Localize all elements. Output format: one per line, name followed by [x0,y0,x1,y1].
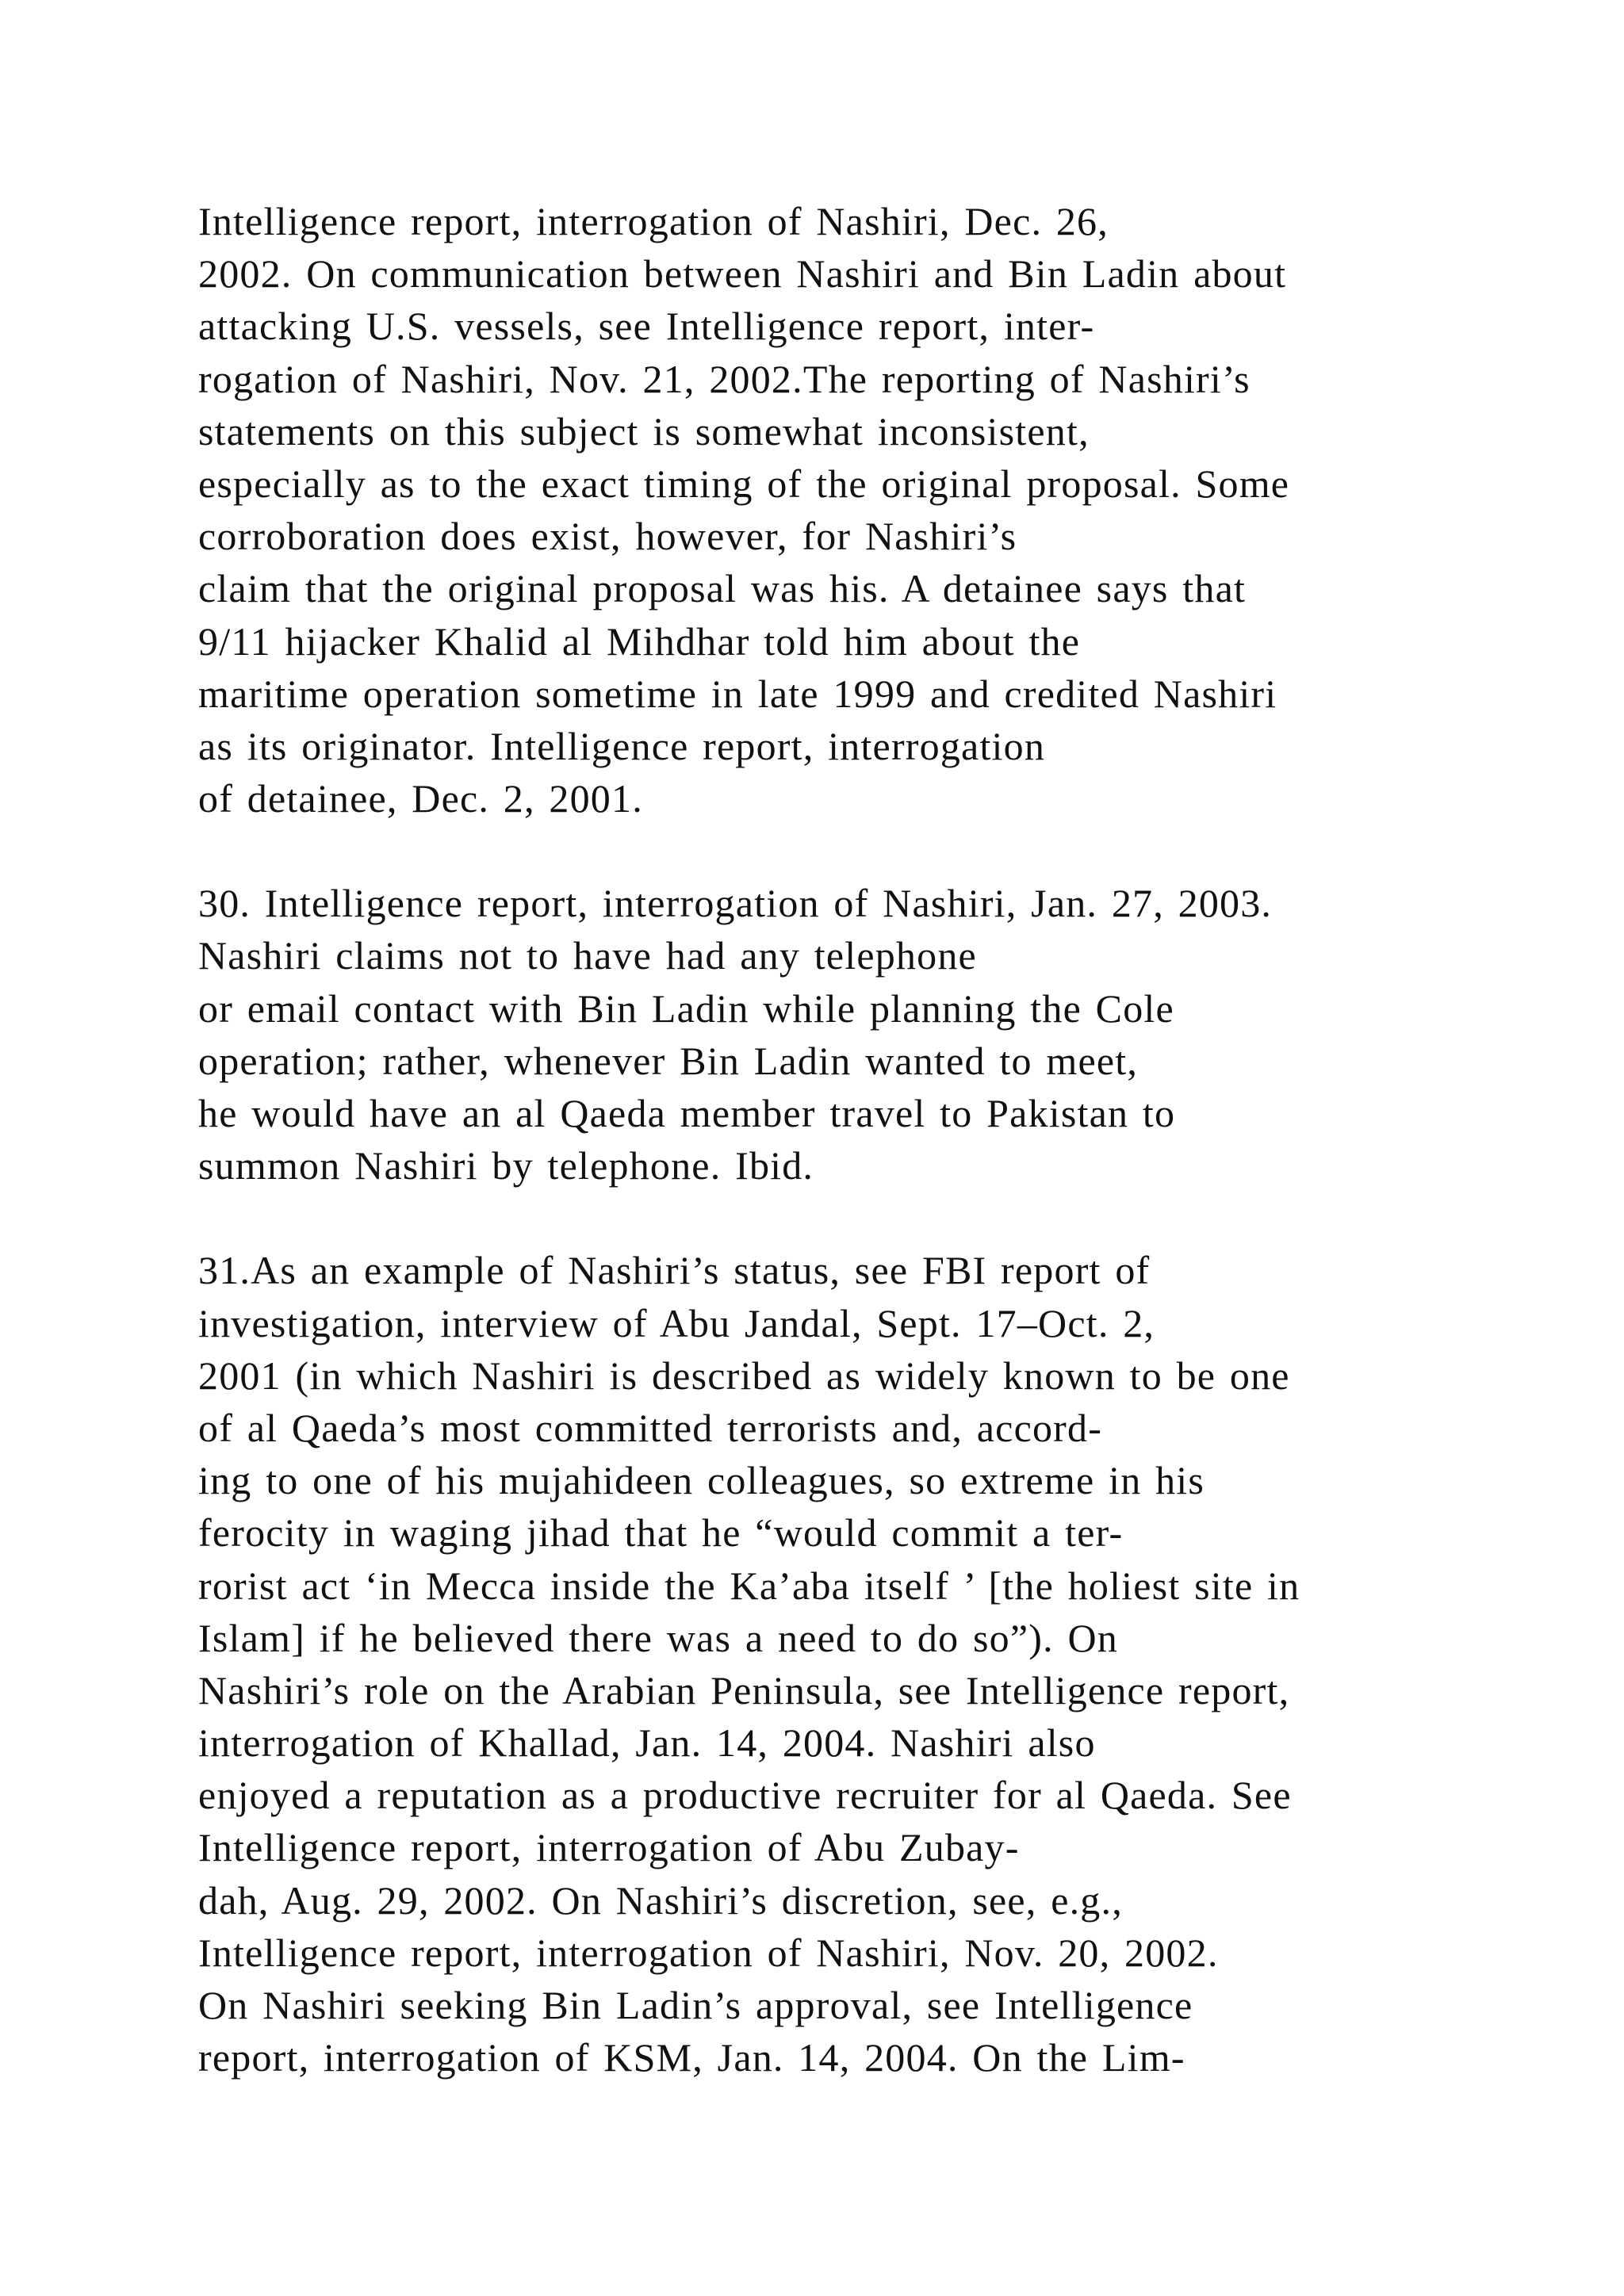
text-line: Nashiri’s role on the Arabian Peninsula, see Intelligence report, [198,1667,1290,1712]
text-line: maritime operation sometime in late 1999 and credited Nashiri [198,671,1277,716]
paragraph-notes-continued [198,195,1507,825]
text-line: corroboration does exist, however, for Nashiri’s [198,514,1017,559]
text-line: of detainee, Dec. 2, 2001. [198,776,643,821]
text-line: rogation of Nashiri, Nov. 21, 2002.The reporting of Nashiri’s [198,356,1251,401]
paragraph-note-30 [198,877,1507,1192]
text-line: operation; rather, whenever Bin Ladin wanted to meet, [198,1038,1139,1083]
text-line: enjoyed a reputation as a productive recruiter for al Qaeda. See [198,1773,1292,1818]
body-text [198,195,1507,2084]
text-line: or email contact with Bin Ladin while planning the Cole [198,985,1174,1031]
text-line: attacking U.S. vessels, see Intelligence report, inter- [198,304,1095,349]
text-line: 9/11 hijacker Khalid al Mihdhar told him about the [198,618,1081,664]
text-line: as its originator. Intelligence report, interrogation [198,723,1046,768]
text-line: statements on this subject is somewhat inconsistent, [198,408,1090,453]
text-line: On Nashiri seeking Bin Ladin’s approval, see Intelligence [198,1983,1193,2027]
text-line: of al Qaeda’s most committed terrorists and, accord- [198,1405,1103,1450]
text-line: 31.As an example of Nashiri’s status, see FBI report of [198,1248,1151,1293]
text-line: Intelligence report, interrogation of Nashiri, Nov. 20, 2002. [198,1930,1219,1975]
text-line: Intelligence report, interrogation of Nashiri, Dec. 26, [198,199,1109,243]
text-line: ferocity in waging jihad that he “would commit a ter- [198,1510,1124,1556]
text-line: especially as to the exact timing of the original proposal. Some [198,461,1290,506]
text-line: 30. Intelligence report, interrogation of Nashiri, Jan. 27, 2003. [198,881,1273,926]
text-line: ing to one of his mujahideen colleagues, so extreme in his [198,1458,1205,1503]
text-line: Nashiri claims not to have had any telephone [198,933,977,978]
text-line: summon Nashiri by telephone. Ibid. [198,1143,814,1188]
text-line: interrogation of Khallad, Jan. 14, 2004. Nashiri also [198,1720,1096,1766]
text-line: he would have an al Qaeda member travel to Pakistan to [198,1091,1176,1135]
text-line: claim that the original proposal was his. A detainee says that [198,566,1247,611]
text-line: 2001 (in which Nashiri is described as widely known to be one [198,1353,1290,1398]
text-line: rorist act ‘in Mecca inside the Ka’aba itself ’ [the holiest site in [198,1563,1300,1608]
text-line: Islam] if he believed there was a need to do so”). On [198,1615,1118,1660]
text-line: dah, Aug. 29, 2002. On Nashiri’s discretion, see, e.g., [198,1877,1123,1923]
text-line: 2002. On communication between Nashiri and Bin Ladin about [198,251,1287,297]
text-line: Intelligence report, interrogation of Abu Zubay- [198,1825,1020,1870]
paragraph-note-31 [198,1244,1507,2084]
text-line: investigation, interview of Abu Jandal, Sept. 17–Oct. 2, [198,1300,1155,1345]
text-line: report, interrogation of KSM, Jan. 14, 2004. On the Lim- [198,2035,1185,2080]
